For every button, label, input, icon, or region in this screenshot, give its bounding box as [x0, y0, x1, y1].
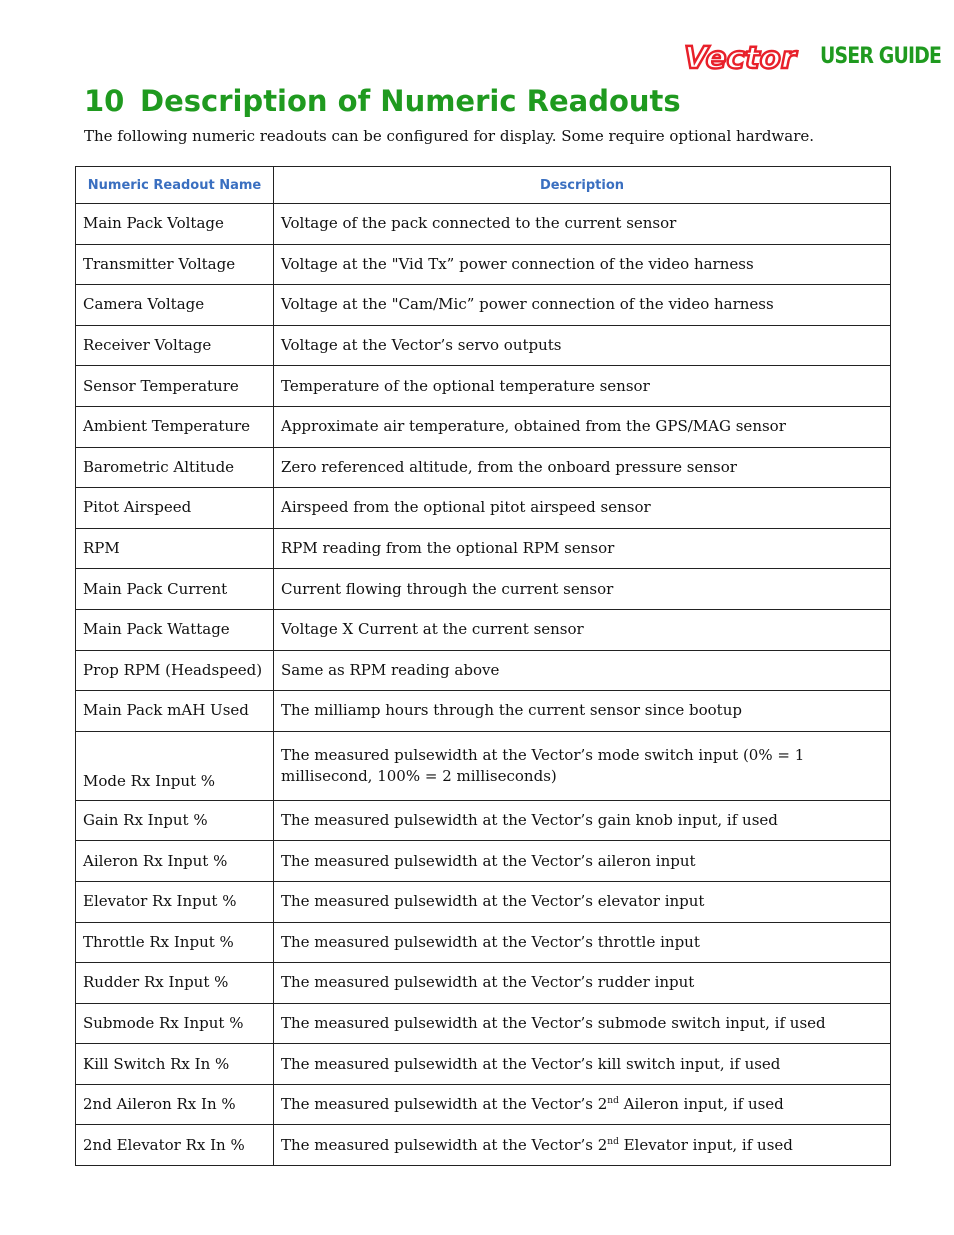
table-row [76, 841, 891, 882]
table-row [76, 569, 891, 610]
readout-description: The measured pulsewidth at the Vector’s elevator input [274, 881, 891, 922]
readout-description: The measured pulsewidth at the Vector’s kill switch input, if used [274, 1044, 891, 1085]
header-name: Numeric Readout Name [76, 167, 274, 204]
readout-name: Elevator Rx Input % [76, 881, 274, 922]
table-row [76, 285, 891, 326]
readout-description: Voltage at the "Cam/Mic” power connection of the video harness [274, 285, 891, 326]
readout-name: Submode Rx Input % [76, 1003, 274, 1044]
section-title: Description of Numeric Readouts [140, 84, 681, 118]
table-row [76, 366, 891, 407]
readout-name: Barometric Altitude [76, 447, 274, 488]
readout-description: Approximate air temperature, obtained from the GPS/MAG sensor [274, 406, 891, 447]
readout-description: The measured pulsewidth at the Vector’s submode switch input, if used [274, 1003, 891, 1044]
readout-name: Ambient Temperature [76, 406, 274, 447]
table-row [76, 1084, 891, 1125]
readout-name: Transmitter Voltage [76, 244, 274, 285]
readout-description: Airspeed from the optional pitot airspeed sensor [274, 488, 891, 529]
table-row [76, 609, 891, 650]
table-row [76, 922, 891, 963]
readout-name: Camera Voltage [76, 285, 274, 326]
section-heading [84, 84, 681, 118]
user-guide-label: USER GUIDE [820, 44, 942, 69]
readout-description: The measured pulsewidth at the Vector’s aileron input [274, 841, 891, 882]
readout-name: 2nd Aileron Rx In % [76, 1084, 274, 1125]
readout-name: Aileron Rx Input % [76, 841, 274, 882]
readout-description: Voltage of the pack connected to the current sensor [274, 204, 891, 245]
table-row [76, 650, 891, 691]
readout-description: RPM reading from the optional RPM sensor [274, 528, 891, 569]
table-row [76, 731, 891, 800]
table-row [76, 204, 891, 245]
readout-description: Same as RPM reading above [274, 650, 891, 691]
readout-name: Sensor Temperature [76, 366, 274, 407]
readout-description: Voltage at the "Vid Tx” power connection of the video harness [274, 244, 891, 285]
table-row [76, 1003, 891, 1044]
table-row [76, 1125, 891, 1166]
readout-description [274, 1125, 891, 1166]
readout-name: Gain Rx Input % [76, 800, 274, 841]
readout-name: RPM [76, 528, 274, 569]
readout-description: Voltage at the Vector’s servo outputs [274, 325, 891, 366]
header-description: Description [274, 167, 891, 204]
table-row [76, 1044, 891, 1085]
readout-name: Pitot Airspeed [76, 488, 274, 529]
readout-description: Temperature of the optional temperature sensor [274, 366, 891, 407]
readout-name: Main Pack mAH Used [76, 691, 274, 732]
table-row [76, 325, 891, 366]
intro-text: The following numeric readouts can be configured for display. Some require optional hardware. [84, 127, 815, 145]
readout-name: Receiver Voltage [76, 325, 274, 366]
table-row [76, 406, 891, 447]
readout-description: Current flowing through the current sensor [274, 569, 891, 610]
readout-name: Main Pack Current [76, 569, 274, 610]
description-text: The measured pulsewidth at the Vector’s 2 [281, 1095, 608, 1114]
description-text: The measured pulsewidth at the Vector’s 2 [281, 1135, 608, 1154]
section-number: 10 [84, 84, 125, 118]
table-row [76, 528, 891, 569]
readout-description: Zero referenced altitude, from the onboard pressure sensor [274, 447, 891, 488]
vector-logo [682, 40, 800, 76]
ordinal-suffix: nd [607, 1136, 619, 1147]
readout-name: Main Pack Wattage [76, 609, 274, 650]
table-header-row [76, 167, 891, 204]
readout-name: Mode Rx Input % [76, 731, 274, 800]
readout-description: Voltage X Current at the current sensor [274, 609, 891, 650]
logo-text: Vector [684, 41, 799, 76]
readout-name: Prop RPM (Headspeed) [76, 650, 274, 691]
readouts-table [75, 166, 891, 1166]
table-row [76, 881, 891, 922]
readout-description: The measured pulsewidth at the Vector’s throttle input [274, 922, 891, 963]
table-row [76, 447, 891, 488]
ordinal-suffix: nd [607, 1096, 619, 1107]
readout-name: 2nd Elevator Rx In % [76, 1125, 274, 1166]
table-row [76, 691, 891, 732]
table-row [76, 488, 891, 529]
readout-name: Main Pack Voltage [76, 204, 274, 245]
readout-description: The measured pulsewidth at the Vector’s gain knob input, if used [274, 800, 891, 841]
description-text: Elevator input, if used [618, 1135, 793, 1154]
description-text: Aileron input, if used [618, 1095, 784, 1114]
readout-name: Throttle Rx Input % [76, 922, 274, 963]
table-row [76, 800, 891, 841]
readout-description [274, 1084, 891, 1125]
readout-name: Rudder Rx Input % [76, 963, 274, 1004]
readout-description: The measured pulsewidth at the Vector’s rudder input [274, 963, 891, 1004]
readout-name: Kill Switch Rx In % [76, 1044, 274, 1085]
table-row [76, 244, 891, 285]
readout-description: The measured pulsewidth at the Vector’s mode switch input (0% = 1 millisecond, 100% = 2 milliseconds) [274, 731, 891, 800]
table-row [76, 963, 891, 1004]
readout-description: The milliamp hours through the current sensor since bootup [274, 691, 891, 732]
